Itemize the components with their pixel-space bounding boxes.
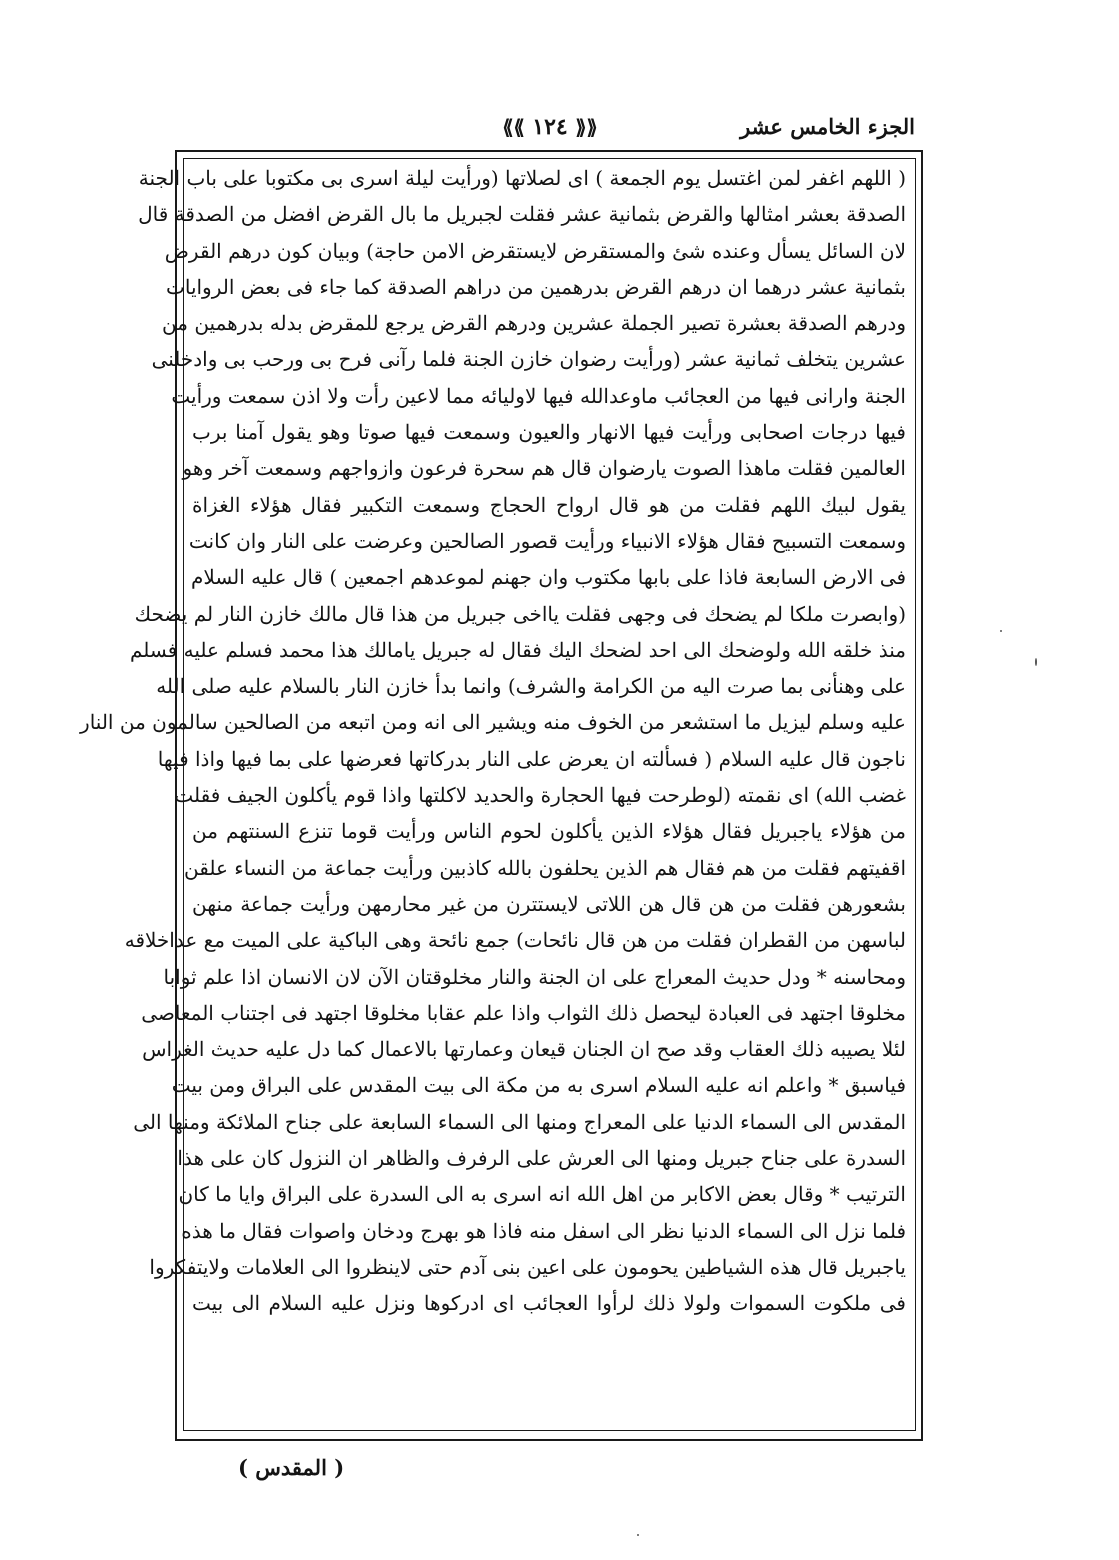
page-number-block	[455, 114, 645, 140]
text-line: يقول لبيك اللهم فقلت من هو قال ارواح الحجاج وسمعت التكبير فقال هؤلاء الغزاة	[192, 492, 906, 517]
text-line: ( اللهم اغفر لمن اغتسل يوم الجمعة ) اى لصلاتها (ورأيت ليلة اسرى بى مكتوبا على باب الجنة	[138, 166, 906, 190]
body-text	[80, 160, 912, 1428]
running-header	[175, 114, 925, 154]
text-line: بشعورهن فقلت من هن قال هن اللاتى لايستترن من غير محارمهن ورأيت جماعة منهن	[192, 891, 906, 916]
left-ornament-icon: ⟪⟪	[502, 115, 525, 139]
text-line: ومحاسنه * ودل حديث المعراج على ان الجنة والنار مخلوقتان الآن لان الانسان اذا علم ثوابا	[163, 964, 906, 989]
text-line: المقدس الى السماء الدنيا على المعراج ومنها الى السماء السابعة على جناح الملائكة ومنها الى	[133, 1109, 906, 1134]
text-line: (وابصرت ملكا لم يضحك فى وجهى فقلت يااخى جبريل من هذا قال مالك خازن النار لم يضحك	[134, 601, 906, 626]
right-ornament-icon: ⟫⟫	[575, 115, 598, 139]
text-line: فيها درجات اصحابى ورأيت فيها الانهار والعيون وسمعت فيها صوتا وهو يقول آمنا برب	[192, 420, 906, 445]
text-line: لئلا يصيبه ذلك العقاب وقد صح ان الجنان قيعان وعمارتها بالاعمال كما دل عليه حديث الغراس	[142, 1037, 906, 1062]
print-speck	[637, 1534, 639, 1536]
text-line: بثمانية عشر درهما ان درهم القرض بدرهمين من دراهم الصدقة كما جاء فى بعض الروايات	[166, 274, 906, 299]
text-line: فياسبق * واعلم انه عليه السلام اسرى به من مكة الى بيت المقدس على البراق ومن بيت	[171, 1073, 906, 1098]
text-line: ودرهم الصدقة بعشرة تصير الجملة عشرين ودرهم القرض يرجع للمقرض بدله بدرهمين من	[162, 311, 906, 336]
text-line: عليه وسلم ليزيل ما استشعر من الخوف منه ويشير الى انه ومن اتبعه من الصالحين سالمون من النار	[80, 710, 906, 735]
print-speck	[1035, 658, 1037, 666]
text-line: وسمعت التسبيح فقال هؤلاء الانبياء ورأيت قصور الصالحين وعرضت على النار وان كانت	[188, 528, 906, 553]
text-line: السدرة على جناح جبريل ومنها الى العرش على الرفرف والظاهر ان النزول كان على هذا	[177, 1146, 906, 1171]
text-line: الترتيب * وقال بعض الاكابر من اهل الله انه اسرى به الى السدرة على البراق وايا ما كان	[178, 1182, 906, 1207]
text-line: لباسهن من القطران فقلت من هن قال نائحات) جمع نائحة وهى الباكية على الميت مع عداخلاقه	[124, 928, 906, 953]
text-line: لان السائل يسأل وعنده شئ والمستقرض لايستقرض الامن حاجة) وبيان كون درهم القرض	[164, 238, 906, 263]
catchword: ( المقدس )	[238, 1455, 345, 1480]
text-line: ناجون قال عليه السلام ( فسألته ان يعرض على النار بدركاتها فعرضها على بما فيها واذا فيها	[157, 746, 906, 771]
print-speck	[1000, 630, 1002, 632]
text-line: عشرين يتخلف ثمانية عشر (ورأيت رضوان خازن الجنة فلما رآنى فرح بى ورحب بى وادخلنى	[151, 347, 906, 372]
text-line: مخلوقا اجتهد فى العبادة ليحصل ذلك الثواب واذا علم عقابا مخلوقا اجتهد فى اجتناب المعاصى	[141, 1000, 906, 1025]
text-line: فى ملكوت السموات ولولا ذلك لرأوا العجائب اى ادركوها ونزل عليه السلام الى بيت	[192, 1291, 906, 1316]
text-line: اقفيتهم فقلت من هم فقال هم الذين يحلفون بالله كاذبين ورأيت جماعة من النساء علقن	[184, 855, 906, 880]
text-line: على وهنأنى بما صرت اليه من الكرامة والشرف) وانما بدأ خازن النار بالسلام عليه صلى الله	[156, 674, 906, 699]
text-line: غضب الله) اى نقمته (لوطرحت فيها الحجارة والحديد لاكلتها واذا قوم يأكلون الجيف فقلت	[174, 783, 906, 808]
page-number: ١٢٤	[532, 114, 568, 140]
text-line: الجنة وارانى فيها من العجائب ماوعدالله فيها لاوليائه مما لاعين رأت ولا اذن سمعت ورأيت	[171, 383, 906, 408]
text-line: فى الارض السابعة فاذا على بابها مكتوب وان جهنم لموعدهم اجمعين ) قال عليه السلام	[191, 565, 906, 590]
text-line: الصدقة بعشر امثالها والقرض بثمانية عشر فقلت لجبريل ما بال القرض افضل من الصدقة قال	[138, 202, 906, 227]
text-line: العالمين فقلت ماهذا الصوت يارضوان قال هم سحرة فرعون وازواجهم وسمعت آخر وهو	[182, 456, 906, 481]
text-line: فلما نزل الى السماء الدنيا نظر الى اسفل منه فاذا هو بهرج ودخان واصوات فقال ما هذه	[181, 1218, 906, 1243]
text-line: من هؤلاء ياجبريل فقال هؤلاء الذين يأكلون لحوم الناس ورأيت قوما تنزع السنتهم من	[192, 819, 906, 844]
text-line: منذ خلقه الله ولوضحك الى احد لضحك اليك فقال له جبريل يامالك هذا محمد فسلم عليه فسلم	[129, 637, 906, 662]
text-line: ياجبريل قال هذه الشياطين يحومون على اعين بنى آدم حتى لاينظروا الى العلامات ولايتفكروا	[149, 1254, 906, 1279]
part-title: الجزء الخامس عشر	[740, 114, 915, 139]
